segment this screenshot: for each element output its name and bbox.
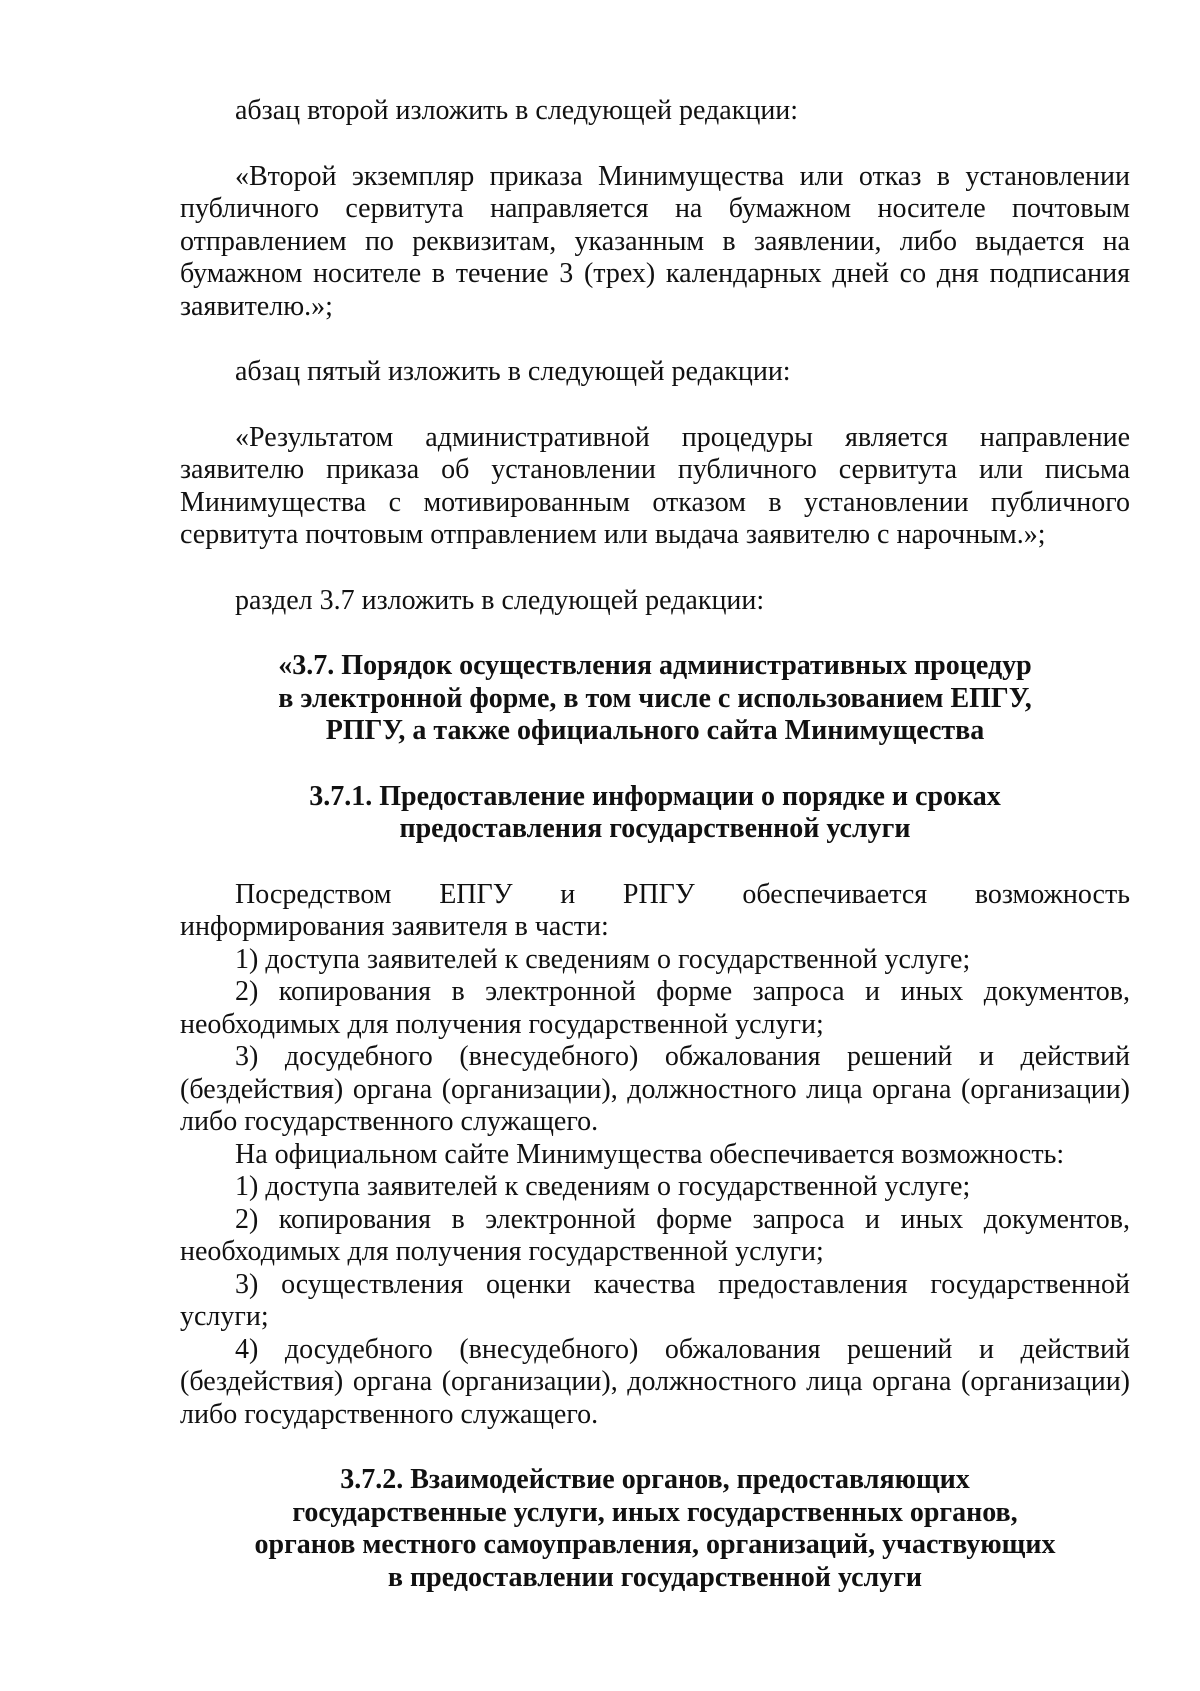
section-3-7-2-heading-line: 3.7.2. Взаимодействие органов, предоставляющих: [340, 1464, 970, 1495]
section-3-7-2-heading-line: государственные услуги, иных государственных органов,: [292, 1496, 1018, 1528]
section-3-7-1-heading: [180, 781, 1130, 846]
list-item: 2) копирования в электронной форме запроса и иных документов, необходимых для получения государственной услуги;: [180, 1203, 1130, 1267]
document-page: [180, 95, 1130, 1594]
list-item: 1) доступа заявителей к сведениям о государственной услуге;: [235, 1171, 971, 1202]
section-3-7-2-heading: [180, 1464, 1130, 1594]
paragraph-quote-second-copy: «Второй экземпляр приказа Минимущества или отказ в установлении публичного сервитута направляется на бумажном носителе почтовым отправлением по реквизитам, указанным в заявлении, либо выдается на бумажном носителе в течение 3 (трех) календарных дней со дня подписания заявителю.»;: [180, 160, 1130, 322]
paragraph-instruction-second: абзац второй изложить в следующей редакции:: [235, 95, 799, 126]
paragraph-quote-result: «Результатом административной процедуры является направление заявителю приказа об установлении публичного сервитута или письма Минимущества с мотивированным отказом в установлении публичного сервитута почтовым отправлением или выдача заявителю с нарочным.»;: [180, 421, 1130, 550]
section-3-7-heading: [180, 650, 1130, 748]
list-item: 1) доступа заявителей к сведениям о государственной услуге;: [235, 943, 971, 975]
paragraph-instruction-fifth: абзац пятый изложить в следующей редакции:: [235, 356, 791, 387]
section-3-7-2-heading-line: органов местного самоуправления, организаций, участвующих: [254, 1529, 1056, 1560]
paragraph-epgu-intro: Посредством ЕПГУ и РПГУ обеспечивается возможность информирования заявителя в части:: [180, 878, 1130, 942]
section-3-7-1-heading-line: предоставления государственной услуги: [399, 813, 911, 844]
paragraph-site-intro: На официальном сайте Минимущества обеспечивается возможность:: [235, 1138, 1065, 1170]
section-3-7-1-heading-line: 3.7.1. Предоставление информации о порядке и сроках: [309, 780, 1001, 812]
section-3-7-heading-line: РПГУ, а также официального сайта Минимущества: [325, 715, 985, 746]
list-item: 2) копирования в электронной форме запроса и иных документов, необходимых для получения государственной услуги;: [180, 976, 1130, 1040]
list-item: 3) досудебного (внесудебного) обжалования решений и действий (бездействия) органа (организации), должностного лица органа (организации) либо государственного служащего.: [180, 1041, 1130, 1137]
list-item: 3) осуществления оценки качества предоставления государственной услуги;: [180, 1268, 1130, 1332]
list-item: 4) досудебного (внесудебного) обжалования решений и действий (бездействия) органа (организации), должностного лица органа (организации) либо государственного служащего.: [180, 1333, 1130, 1430]
section-3-7-2-heading-line: в предоставлении государственной услуги: [387, 1561, 923, 1593]
section-3-7-heading-line: «3.7. Порядок осуществления административных процедур: [278, 650, 1032, 681]
section-3-7-heading-line: в электронной форме, в том числе с использованием ЕПГУ,: [278, 682, 1032, 714]
paragraph-instruction-section: раздел 3.7 изложить в следующей редакции:: [235, 584, 765, 616]
